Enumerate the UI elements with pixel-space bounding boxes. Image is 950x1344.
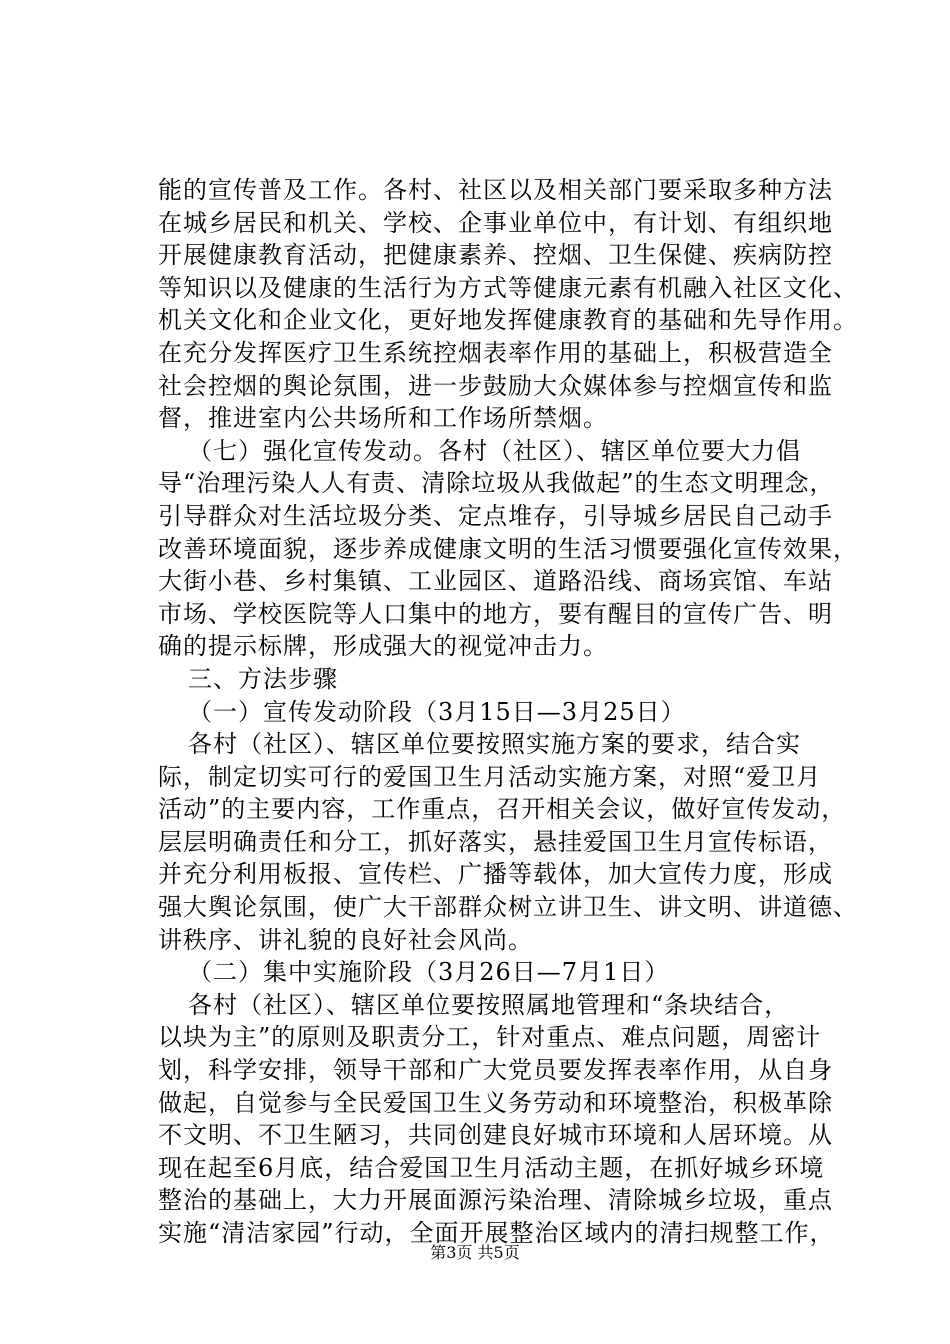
text-line: 讲秩序、讲礼貌的良好社会风尚。 — [158, 925, 533, 954]
text-line: 整治的基础上，大力开展面源污染治理、清除城乡垃圾，重点 — [158, 1186, 833, 1215]
text-line: 现在起至6月底，结合爱国卫生月活动主题，在抓好城乡环境 — [158, 1153, 825, 1182]
text-line: 机关文化和企业文化，更好地发挥健康教育的基础和先导作用。 — [158, 306, 858, 335]
text-line: 能的宣传普及工作。各村、社区以及相关部门要采取多种方法 — [158, 176, 833, 204]
text-line: 社会控烟的舆论氛围，进一步鼓励大众媒体参与控烟宣传和监 — [158, 371, 833, 400]
page-footer: 第3页 共5页 — [430, 1243, 520, 1262]
text-line: 以块为主”的原则及职责分工，针对重点、难点问题，周密计 — [158, 1023, 822, 1052]
text-line: 际，制定切实可行的爱国卫生月活动实施方案，对照“爱卫月 — [158, 762, 822, 791]
text-line: 大街小巷、乡村集镇、工业园区、道路沿线、商场宾馆、车站 — [158, 567, 833, 596]
text-line: 在城乡居民和机关、学校、企事业单位中，有计划、有组织地 — [158, 208, 833, 237]
subsection-heading-1: （一）宣传发动阶段（3月15日—3月25日） — [188, 697, 686, 726]
text-line: 各村（社区）、辖区单位要按照属地管理和“条块结合， — [188, 990, 790, 1019]
text-line: 并充分利用板报、宣传栏、广播等载体，加大宣传力度，形成 — [158, 860, 833, 889]
text-line: 确的提示标牌，形成强大的视觉冲击力。 — [158, 632, 608, 661]
text-line: 划，科学安排，领导干部和广大党员要发挥表率作用，从自身 — [158, 1056, 833, 1085]
text-line: 等知识以及健康的生活行为方式等健康元素有机融入社区文化、 — [158, 273, 858, 302]
section-heading-3: 三、方法步骤 — [188, 664, 338, 693]
paragraph-heading-7: （七）强化宣传发动。各村（社区）、辖区单位要大力倡 — [188, 436, 801, 465]
text-line: 引导群众对生活垃圾分类、定点堆存，引导城乡居民自己动手 — [158, 501, 833, 530]
subsection-heading-2: （二）集中实施阶段（3月26日—7月1日） — [188, 958, 670, 987]
text-line: 层层明确责任和分工，抓好落实，悬挂爱国卫生月宣传标语， — [158, 827, 833, 856]
document-body — [158, 174, 858, 1250]
text-line: 督，推进室内公共场所和工作场所禁烟。 — [158, 404, 608, 433]
text-line: 改善环境面貌，逐步养成健康文明的生活习惯要强化宣传效果， — [158, 534, 858, 563]
text-line: 在充分发挥医疗卫生系统控烟表率作用的基础上，积极营造全 — [158, 338, 833, 367]
text-line: 做起，自觉参与全民爱国卫生义务劳动和环境整治，积极革除 — [158, 1088, 833, 1117]
text-line: 导“治理污染人人有责、清除垃圾从我做起”的生态文明理念， — [158, 469, 835, 498]
text-line: 各村（社区）、辖区单位要按照实施方案的要求，结合实 — [188, 730, 801, 759]
text-line: 实施“清洁家园”行动，全面开展整治区域内的清扫规整工作， — [158, 1219, 835, 1247]
text-line: 开展健康教育活动，把健康素养、控烟、卫生保健、疾病防控 — [158, 241, 833, 270]
text-line: 市场、学校医院等人口集中的地方，要有醒目的宣传广告、明 — [158, 599, 833, 628]
text-line: 活动”的主要内容，工作重点，召开相关会议，做好宣传发动， — [158, 795, 847, 824]
text-line: 不文明、不卫生陋习，共同创建良好城市环境和人居环境。从 — [158, 1121, 833, 1150]
text-line: 强大舆论氛围，使广大干部群众树立讲卫生、讲文明、讲道德、 — [158, 893, 858, 922]
